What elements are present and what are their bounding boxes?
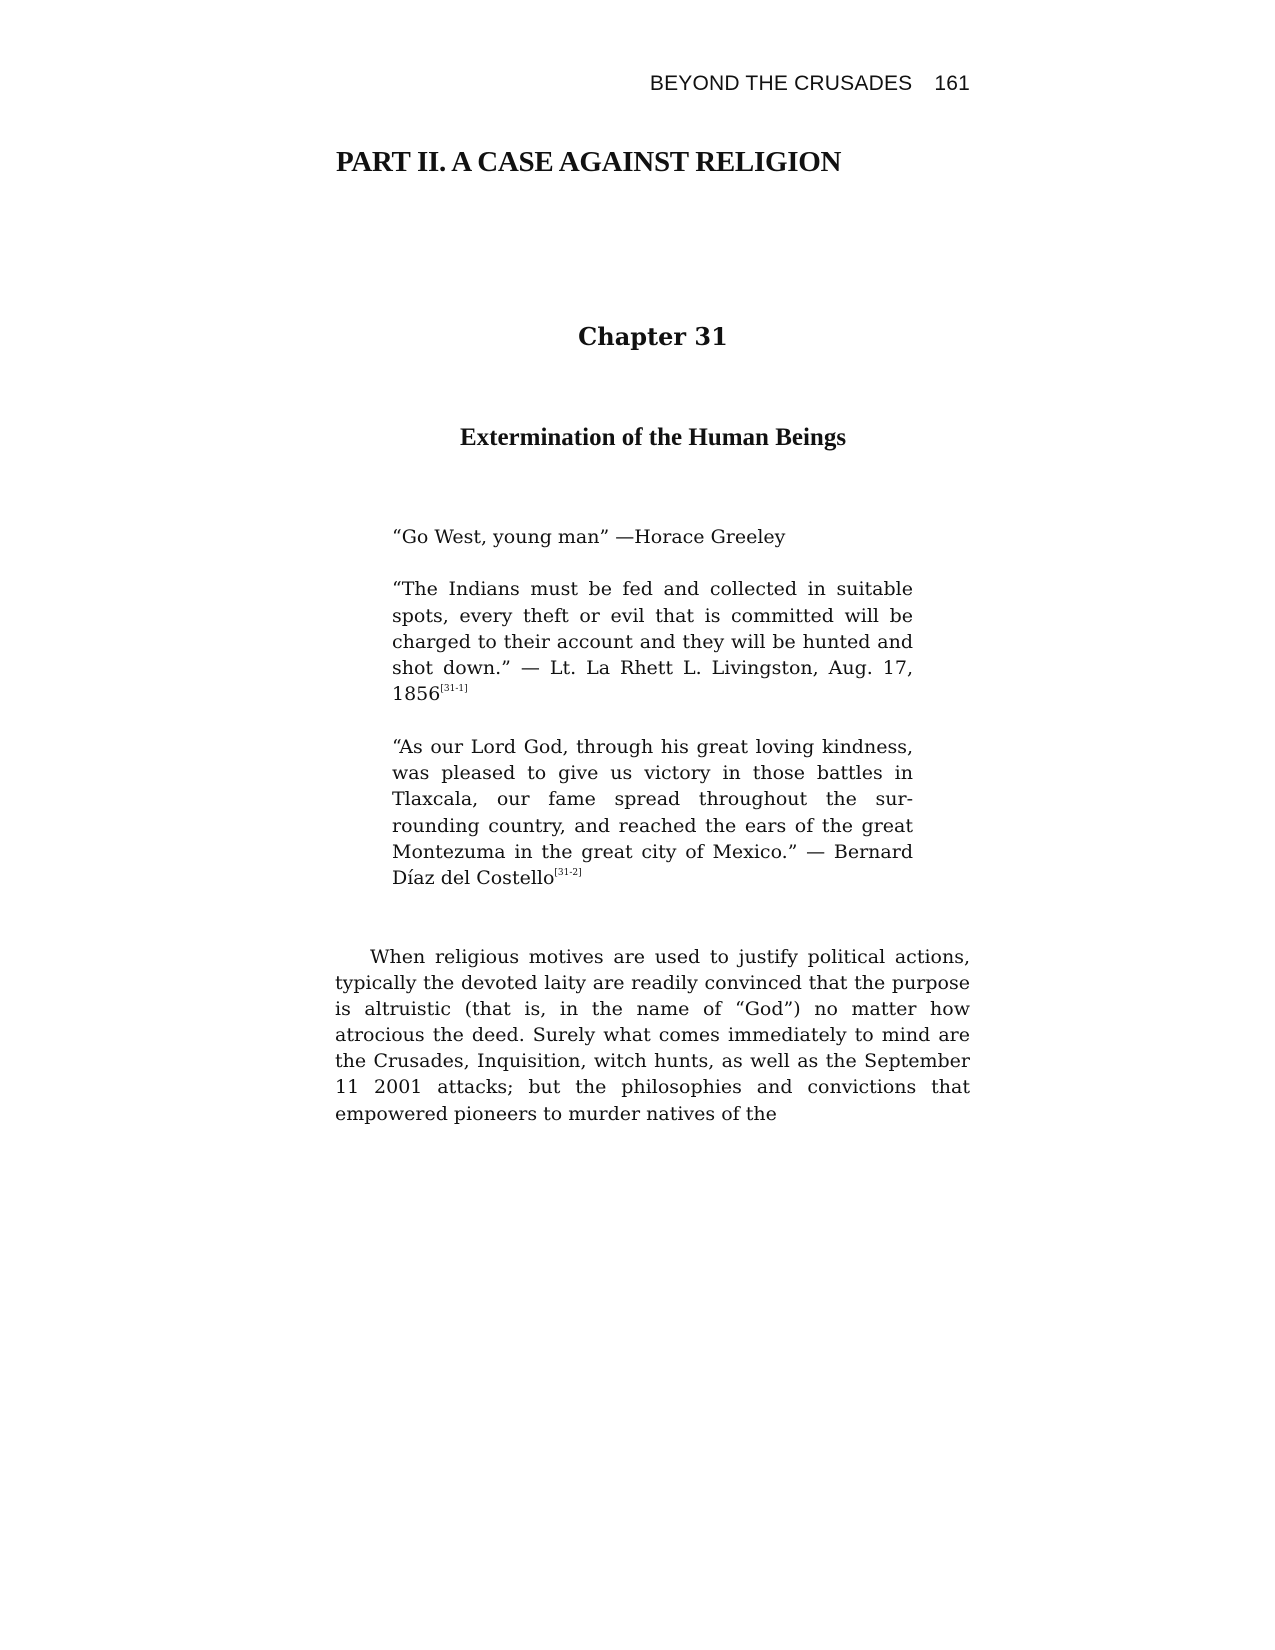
chapter-label: Chapter 31: [578, 322, 728, 351]
footnote-reference: [31-2]: [554, 868, 582, 879]
epigraphs: [392, 524, 913, 918]
epigraph-text: “The Indians must be fed and collected in suitable spots, every theft or evil that is committed will be charged to their account and they will be hunted and shot down.” — Lt. La Rhett L. Livingston, Aug. 17, 1856: [392, 578, 913, 706]
epigraph-greeley: [392, 524, 913, 550]
page-number: 161: [934, 72, 970, 95]
body-paragraph: When religious motives are used to justify political actions, typically the devoted laity are readily convinced that the purpose is altruistic (that is, in the name of “God”) no matter how atrocious the deed. Surely what comes immediately to mind are the Crusades, Inquisition, witch hunts, as well as the September 11 2001 attacks; but the philosophies and convictions that empowered pioneers to murder natives of the: [335, 946, 970, 1125]
footnote-reference: [31-1]: [440, 684, 468, 695]
running-head-title: BEYOND THE CRUSADES: [649, 72, 913, 95]
epigraph-text: “As our Lord God, through his great loving kindness, was pleased to give us victory in those battles in Tlaxcala, our fame spread throughout the surrounding country, and reached the ears of the great Montezuma in the great city of Mexico.” — Bernard Díaz del Costello: [392, 735, 913, 890]
epigraph-livingston: [392, 576, 913, 707]
epigraph-text: “Go West, young man” —Horace Greeley: [392, 526, 786, 548]
chapter-title: Extermination of the Human Beings: [459, 424, 847, 451]
running-head: [640, 72, 970, 96]
part-heading: PART II. A CASE AGAINST RELIGION: [336, 146, 842, 178]
epigraph-diaz: [392, 734, 913, 892]
